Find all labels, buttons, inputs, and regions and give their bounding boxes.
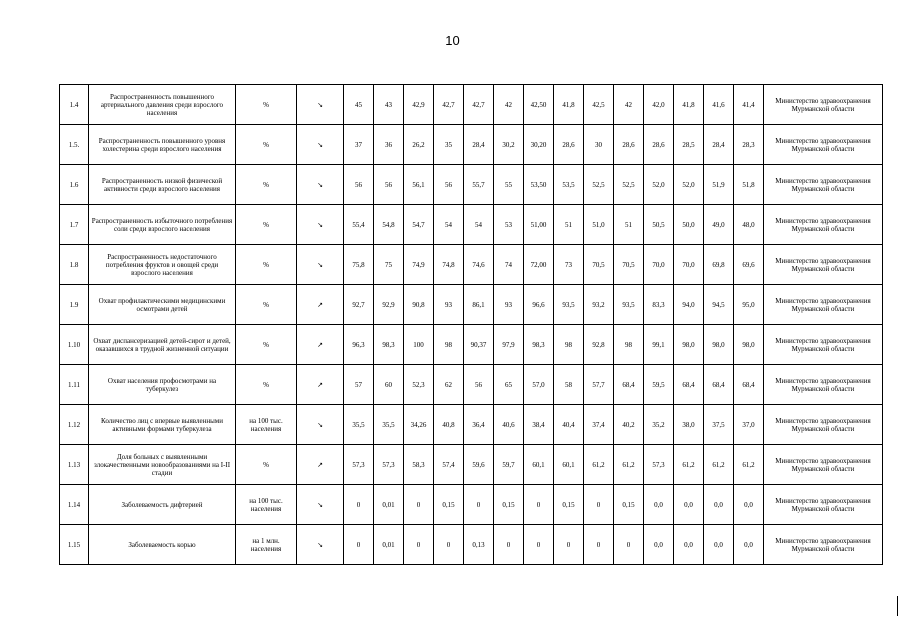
indicator-name: Распространенность избыточного потребления соли среди взрослого населения xyxy=(89,205,236,245)
value-cell: 0,0 xyxy=(644,485,674,525)
value-cell: 28,4 xyxy=(464,125,494,165)
value-cell: 30 xyxy=(584,125,614,165)
value-cell: 98,0 xyxy=(704,325,734,365)
unit-cell: % xyxy=(236,365,297,405)
row-number: 1.5. xyxy=(60,125,89,165)
value-cell: 34,26 xyxy=(404,405,434,445)
indicator-name: Доля больных с выявленными злокачественными новообразованиями на I-II стадии xyxy=(89,445,236,485)
value-cell: 0,0 xyxy=(704,485,734,525)
value-cell: 0 xyxy=(554,525,584,565)
indicator-name: Заболеваемость корью xyxy=(89,525,236,565)
value-cell: 68,4 xyxy=(614,365,644,405)
indicator-name: Охват диспансеризацией детей-сирот и детей, оказавшихся в трудной жизненной ситуации xyxy=(89,325,236,365)
value-cell: 38,4 xyxy=(524,405,554,445)
value-cell: 61,2 xyxy=(614,445,644,485)
value-cell: 95,0 xyxy=(734,285,764,325)
value-cell: 30,2 xyxy=(494,125,524,165)
value-cell: 98,3 xyxy=(524,325,554,365)
value-cell: 41,8 xyxy=(554,85,584,125)
value-cell: 56 xyxy=(434,165,464,205)
value-cell: 28,3 xyxy=(734,125,764,165)
responsible-org: Министерство здравоохранения Мурманской области xyxy=(764,205,883,245)
value-cell: 54 xyxy=(434,205,464,245)
value-cell: 93,5 xyxy=(614,285,644,325)
edge-mark xyxy=(897,596,898,616)
row-number: 1.9 xyxy=(60,285,89,325)
value-cell: 57,3 xyxy=(344,445,374,485)
row-number: 1.11 xyxy=(60,365,89,405)
value-cell: 51,9 xyxy=(704,165,734,205)
value-cell: 41,4 xyxy=(734,85,764,125)
value-cell: 0,0 xyxy=(734,485,764,525)
indicator-name: Охват профилактическими медицинскими осмотрами детей xyxy=(89,285,236,325)
value-cell: 92,9 xyxy=(374,285,404,325)
table-row xyxy=(60,285,883,325)
table-row xyxy=(60,405,883,445)
value-cell: 0,01 xyxy=(374,485,404,525)
value-cell: 52,0 xyxy=(674,165,704,205)
value-cell: 35,5 xyxy=(374,405,404,445)
value-cell: 73 xyxy=(554,245,584,285)
value-cell: 60,1 xyxy=(554,445,584,485)
value-cell: 0 xyxy=(494,525,524,565)
unit-cell: % xyxy=(236,445,297,485)
indicator-name: Количество лиц с впервые выявленными активными формами туберкулеза xyxy=(89,405,236,445)
trend-arrow-icon: ↘ xyxy=(297,405,344,445)
unit-cell: % xyxy=(236,245,297,285)
value-cell: 93 xyxy=(434,285,464,325)
value-cell: 55 xyxy=(494,165,524,205)
value-cell: 75,8 xyxy=(344,245,374,285)
indicator-name: Распространенность низкой физической активности среди взрослого населения xyxy=(89,165,236,205)
responsible-org: Министерство здравоохранения Мурманской области xyxy=(764,245,883,285)
row-number: 1.10 xyxy=(60,325,89,365)
unit-cell: на 1 млн. населения xyxy=(236,525,297,565)
value-cell: 51,00 xyxy=(524,205,554,245)
value-cell: 98,0 xyxy=(674,325,704,365)
indicator-name: Распространенность недостаточного потребления фруктов и овощей среди взрослого населения xyxy=(89,245,236,285)
table-row xyxy=(60,85,883,125)
value-cell: 37 xyxy=(344,125,374,165)
indicator-name: Заболеваемость дифтерией xyxy=(89,485,236,525)
value-cell: 72,00 xyxy=(524,245,554,285)
value-cell: 0,0 xyxy=(704,525,734,565)
page-number: 10 xyxy=(445,33,460,48)
trend-arrow-icon: ↗ xyxy=(297,325,344,365)
value-cell: 49,0 xyxy=(704,205,734,245)
value-cell: 0 xyxy=(344,485,374,525)
value-cell: 92,7 xyxy=(344,285,374,325)
table-row xyxy=(60,125,883,165)
value-cell: 75 xyxy=(374,245,404,285)
value-cell: 52,0 xyxy=(644,165,674,205)
value-cell: 60 xyxy=(374,365,404,405)
value-cell: 0 xyxy=(344,525,374,565)
value-cell: 28,5 xyxy=(674,125,704,165)
trend-arrow-icon: ↘ xyxy=(297,485,344,525)
value-cell: 42,5 xyxy=(584,85,614,125)
value-cell: 28,4 xyxy=(704,125,734,165)
value-cell: 28,6 xyxy=(614,125,644,165)
value-cell: 57,4 xyxy=(434,445,464,485)
responsible-org: Министерство здравоохранения Мурманской области xyxy=(764,485,883,525)
value-cell: 61,2 xyxy=(704,445,734,485)
value-cell: 0 xyxy=(614,525,644,565)
value-cell: 0 xyxy=(524,485,554,525)
unit-cell: % xyxy=(236,325,297,365)
value-cell: 0,0 xyxy=(674,485,704,525)
value-cell: 37,0 xyxy=(734,405,764,445)
indicator-name: Распространенность повышенного артериального давления среди взрослого населения xyxy=(89,85,236,125)
value-cell: 40,6 xyxy=(494,405,524,445)
value-cell: 70,5 xyxy=(584,245,614,285)
value-cell: 30,20 xyxy=(524,125,554,165)
trend-arrow-icon: ↘ xyxy=(297,245,344,285)
value-cell: 0,0 xyxy=(674,525,704,565)
value-cell: 28,6 xyxy=(644,125,674,165)
value-cell: 57,3 xyxy=(644,445,674,485)
value-cell: 53,5 xyxy=(554,165,584,205)
value-cell: 41,6 xyxy=(704,85,734,125)
responsible-org: Министерство здравоохранения Мурманской области xyxy=(764,165,883,205)
indicator-name: Охват населения профосмотрами на туберкулез xyxy=(89,365,236,405)
unit-cell: % xyxy=(236,285,297,325)
value-cell: 48,0 xyxy=(734,205,764,245)
value-cell: 61,2 xyxy=(734,445,764,485)
value-cell: 0 xyxy=(404,485,434,525)
value-cell: 0,13 xyxy=(464,525,494,565)
value-cell: 69,8 xyxy=(704,245,734,285)
value-cell: 42 xyxy=(614,85,644,125)
table-row xyxy=(60,205,883,245)
value-cell: 56 xyxy=(464,365,494,405)
value-cell: 0,15 xyxy=(554,485,584,525)
value-cell: 0,15 xyxy=(614,485,644,525)
value-cell: 40,8 xyxy=(434,405,464,445)
value-cell: 93 xyxy=(494,285,524,325)
row-number: 1.4 xyxy=(60,85,89,125)
table-row xyxy=(60,245,883,285)
value-cell: 60,1 xyxy=(524,445,554,485)
value-cell: 51,8 xyxy=(734,165,764,205)
value-cell: 38,0 xyxy=(674,405,704,445)
indicators-table xyxy=(59,84,883,565)
trend-arrow-icon: ↘ xyxy=(297,525,344,565)
trend-arrow-icon: ↗ xyxy=(297,445,344,485)
value-cell: 53 xyxy=(494,205,524,245)
responsible-org: Министерство здравоохранения Мурманской области xyxy=(764,285,883,325)
value-cell: 42 xyxy=(494,85,524,125)
value-cell: 0 xyxy=(404,525,434,565)
row-number: 1.13 xyxy=(60,445,89,485)
responsible-org: Министерство здравоохранения Мурманской области xyxy=(764,125,883,165)
value-cell: 57,7 xyxy=(584,365,614,405)
value-cell: 42,7 xyxy=(464,85,494,125)
value-cell: 0,01 xyxy=(374,525,404,565)
value-cell: 36,4 xyxy=(464,405,494,445)
row-number: 1.6 xyxy=(60,165,89,205)
value-cell: 57 xyxy=(344,365,374,405)
value-cell: 54,7 xyxy=(404,205,434,245)
row-number: 1.7 xyxy=(60,205,89,245)
table-row xyxy=(60,365,883,405)
table-row xyxy=(60,525,883,565)
value-cell: 97,9 xyxy=(494,325,524,365)
value-cell: 0 xyxy=(584,525,614,565)
value-cell: 41,8 xyxy=(674,85,704,125)
unit-cell: % xyxy=(236,165,297,205)
value-cell: 94,0 xyxy=(674,285,704,325)
value-cell: 0 xyxy=(584,485,614,525)
value-cell: 54,8 xyxy=(374,205,404,245)
unit-cell: % xyxy=(236,85,297,125)
value-cell: 26,2 xyxy=(404,125,434,165)
value-cell: 55,7 xyxy=(464,165,494,205)
value-cell: 68,4 xyxy=(704,365,734,405)
value-cell: 0 xyxy=(434,525,464,565)
value-cell: 100 xyxy=(404,325,434,365)
responsible-org: Министерство здравоохранения Мурманской области xyxy=(764,445,883,485)
unit-cell: % xyxy=(236,205,297,245)
row-number: 1.14 xyxy=(60,485,89,525)
value-cell: 83,3 xyxy=(644,285,674,325)
trend-arrow-icon: ↗ xyxy=(297,285,344,325)
value-cell: 0 xyxy=(464,485,494,525)
value-cell: 43 xyxy=(374,85,404,125)
value-cell: 93,5 xyxy=(554,285,584,325)
indicator-name: Распространенность повышенного уровня холестерина среди взрослого населения xyxy=(89,125,236,165)
value-cell: 53,50 xyxy=(524,165,554,205)
value-cell: 28,6 xyxy=(554,125,584,165)
value-cell: 98,0 xyxy=(734,325,764,365)
value-cell: 45 xyxy=(344,85,374,125)
value-cell: 42,50 xyxy=(524,85,554,125)
value-cell: 51 xyxy=(554,205,584,245)
value-cell: 62 xyxy=(434,365,464,405)
value-cell: 50,0 xyxy=(674,205,704,245)
unit-cell: на 100 тыс. населения xyxy=(236,485,297,525)
value-cell: 61,2 xyxy=(674,445,704,485)
value-cell: 56 xyxy=(374,165,404,205)
row-number: 1.15 xyxy=(60,525,89,565)
responsible-org: Министерство здравоохранения Мурманской области xyxy=(764,405,883,445)
table-row xyxy=(60,165,883,205)
table-row xyxy=(60,485,883,525)
value-cell: 55,4 xyxy=(344,205,374,245)
value-cell: 99,1 xyxy=(644,325,674,365)
trend-arrow-icon: ↘ xyxy=(297,165,344,205)
value-cell: 35,5 xyxy=(344,405,374,445)
trend-arrow-icon: ↗ xyxy=(297,365,344,405)
trend-arrow-icon: ↘ xyxy=(297,85,344,125)
value-cell: 0 xyxy=(524,525,554,565)
value-cell: 0,15 xyxy=(494,485,524,525)
value-cell: 74,8 xyxy=(434,245,464,285)
trend-arrow-icon: ↘ xyxy=(297,125,344,165)
value-cell: 40,2 xyxy=(614,405,644,445)
value-cell: 42,9 xyxy=(404,85,434,125)
value-cell: 98 xyxy=(434,325,464,365)
value-cell: 94,5 xyxy=(704,285,734,325)
value-cell: 61,2 xyxy=(584,445,614,485)
value-cell: 0,15 xyxy=(434,485,464,525)
value-cell: 98,3 xyxy=(374,325,404,365)
value-cell: 42,0 xyxy=(644,85,674,125)
value-cell: 40,4 xyxy=(554,405,584,445)
trend-arrow-icon: ↘ xyxy=(297,205,344,245)
value-cell: 98 xyxy=(614,325,644,365)
value-cell: 35 xyxy=(434,125,464,165)
value-cell: 90,8 xyxy=(404,285,434,325)
table-row xyxy=(60,325,883,365)
responsible-org: Министерство здравоохранения Мурманской области xyxy=(764,365,883,405)
row-number: 1.8 xyxy=(60,245,89,285)
value-cell: 57,0 xyxy=(524,365,554,405)
value-cell: 74,6 xyxy=(464,245,494,285)
value-cell: 54 xyxy=(464,205,494,245)
value-cell: 52,5 xyxy=(584,165,614,205)
value-cell: 59,6 xyxy=(464,445,494,485)
value-cell: 0,0 xyxy=(644,525,674,565)
value-cell: 98 xyxy=(554,325,584,365)
value-cell: 58 xyxy=(554,365,584,405)
value-cell: 56,1 xyxy=(404,165,434,205)
value-cell: 65 xyxy=(494,365,524,405)
responsible-org: Министерство здравоохранения Мурманской области xyxy=(764,525,883,565)
row-number: 1.12 xyxy=(60,405,89,445)
value-cell: 52,5 xyxy=(614,165,644,205)
value-cell: 57,3 xyxy=(374,445,404,485)
value-cell: 90,37 xyxy=(464,325,494,365)
value-cell: 74 xyxy=(494,245,524,285)
value-cell: 59,5 xyxy=(644,365,674,405)
value-cell: 37,5 xyxy=(704,405,734,445)
value-cell: 86,1 xyxy=(464,285,494,325)
value-cell: 52,3 xyxy=(404,365,434,405)
table-row xyxy=(60,445,883,485)
value-cell: 58,3 xyxy=(404,445,434,485)
value-cell: 50,5 xyxy=(644,205,674,245)
responsible-org: Министерство здравоохранения Мурманской области xyxy=(764,85,883,125)
unit-cell: на 100 тыс. населения xyxy=(236,405,297,445)
value-cell: 56 xyxy=(344,165,374,205)
value-cell: 35,2 xyxy=(644,405,674,445)
value-cell: 92,8 xyxy=(584,325,614,365)
value-cell: 51,0 xyxy=(584,205,614,245)
value-cell: 70,0 xyxy=(644,245,674,285)
value-cell: 37,4 xyxy=(584,405,614,445)
value-cell: 59,7 xyxy=(494,445,524,485)
value-cell: 96,3 xyxy=(344,325,374,365)
value-cell: 70,5 xyxy=(614,245,644,285)
responsible-org: Министерство здравоохранения Мурманской области xyxy=(764,325,883,365)
value-cell: 70,0 xyxy=(674,245,704,285)
value-cell: 96,6 xyxy=(524,285,554,325)
value-cell: 93,2 xyxy=(584,285,614,325)
value-cell: 42,7 xyxy=(434,85,464,125)
value-cell: 69,6 xyxy=(734,245,764,285)
value-cell: 0,0 xyxy=(734,525,764,565)
value-cell: 74,9 xyxy=(404,245,434,285)
value-cell: 36 xyxy=(374,125,404,165)
value-cell: 51 xyxy=(614,205,644,245)
value-cell: 68,4 xyxy=(674,365,704,405)
value-cell: 68,4 xyxy=(734,365,764,405)
unit-cell: % xyxy=(236,125,297,165)
